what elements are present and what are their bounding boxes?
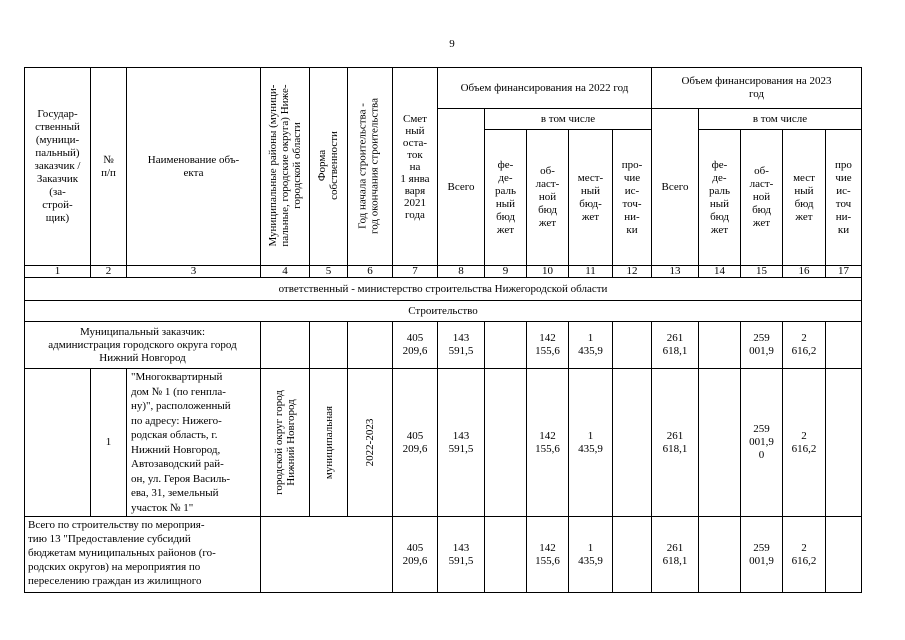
col-number: 8 — [458, 265, 464, 277]
col-number: 10 — [542, 265, 553, 277]
section-responsible: ответственный - министерство строительства Нижегородской области — [278, 282, 608, 295]
header-incl-2023: в том числе — [752, 112, 808, 125]
col-number: 1 — [54, 265, 61, 277]
header-fin-2023: Объем финансирования на 2023 год — [681, 75, 832, 100]
page-number: 9 — [449, 38, 455, 50]
header-object-name: Наименование объ- екта — [147, 153, 240, 179]
header-federal-2023: фе- де- раль ный бюд жет — [709, 158, 730, 236]
total-row-local-2022: 1 435,9 — [578, 541, 603, 567]
header-customer: Государ- ственный (муници- пальный) заказчик / Заказчик (за- строй- щик) — [34, 108, 81, 224]
customer-row-regional-2023: 259 001,9 — [749, 332, 774, 357]
customer-row-total-2022: 143 591,5 — [448, 332, 474, 357]
object-row-balance: 405 209,6 — [402, 429, 428, 455]
header-local-2022: мест- ный бюд- жет — [577, 171, 604, 223]
customer-row-balance: 405 209,6 — [402, 332, 428, 357]
header-total-2023: Всего — [661, 180, 689, 193]
header-federal-2022: фе- де- раль ный бюд жет — [495, 158, 516, 236]
customer-row-label: Муниципальный заказчик: администрация городского округа город Нижний Новгород — [48, 325, 237, 364]
object-row-local-2022: 1 435,9 — [578, 429, 603, 455]
object-row-regional-2022: 142 155,6 — [535, 429, 560, 455]
total-row-regional-2022: 142 155,6 — [535, 541, 560, 567]
header-regional-2022: об- ласт- ной бюд жет — [535, 165, 560, 229]
section-construction: Строительство — [408, 304, 478, 317]
header-fin-2022: Объем финансирования на 2022 год — [460, 81, 629, 94]
object-row-years: 2022-2023 — [363, 418, 376, 467]
col-number: 16 — [798, 265, 810, 277]
header-number: № п/п — [101, 153, 116, 179]
header-years: Год начала строительства - год окончания строительства — [356, 98, 381, 234]
total-row-total-2022: 143 591,5 — [448, 541, 474, 567]
object-row-number: 1 — [105, 436, 112, 448]
customer-row-local-2023: 2 616,2 — [791, 332, 817, 357]
object-row-local-2023: 2 616,2 — [791, 429, 817, 455]
customer-row-total-2023: 261 618,1 — [662, 332, 688, 357]
col-number: 13 — [669, 265, 681, 277]
col-number: 12 — [626, 265, 638, 277]
header-ownership: Форма собственности — [315, 131, 340, 200]
total-row-local-2023: 2 616,2 — [791, 541, 817, 567]
total-row-regional-2023: 259 001,9 — [749, 541, 774, 567]
object-row-ownership: муниципальная — [322, 405, 335, 480]
col-number: 2 — [105, 265, 112, 277]
header-local-2023: мест ный бюд жет — [793, 171, 815, 223]
col-number: 15 — [756, 265, 767, 277]
object-row-district: городской округ город Нижний Новгород — [272, 390, 297, 495]
object-row-regional-2023: 259 001,9 0 — [749, 423, 774, 461]
header-total-2022: Всего — [447, 180, 475, 193]
customer-row-local-2022: 1 435,9 — [578, 332, 603, 357]
total-row-total-2023: 261 618,1 — [662, 541, 688, 567]
object-row-name: "Многоквартирный дом № 1 (по генпла- ну)", расположенный по адресу: Нижего- родская область, г. Нижний Новгород, Автозаводский рай- он, ул. Героя Василь- ева, 31, земельный участок № 1" — [131, 371, 231, 514]
col-number: 7 — [412, 265, 418, 277]
col-number: 17 — [838, 265, 849, 277]
header-balance: Смет ный оста- ток на 1 янва варя 2021 года — [400, 112, 430, 221]
header-districts: Муниципальные районы (муници- пальные, городские округа) Ниже- городской области — [266, 84, 303, 247]
customer-row-regional-2022: 142 155,6 — [535, 332, 560, 357]
col-number: 3 — [190, 265, 197, 277]
total-row-label: Всего по строительству по мероприя- тию 13 "Предоставление субсидий бюджетам муниципальных районов (го- родских округов) на мероприятия по переселению граждан из жилищного — [28, 519, 216, 587]
col-number: 4 — [282, 265, 288, 277]
total-row-balance: 405 209,6 — [402, 541, 428, 567]
object-row-total-2023: 261 618,1 — [662, 429, 688, 455]
header-incl-2022: в том числе — [540, 112, 596, 125]
header-other-2022: про- чие ис- точ- ни- ки — [621, 158, 643, 236]
object-row-total-2022: 143 591,5 — [448, 429, 474, 455]
col-number: 11 — [585, 265, 596, 277]
header-other-2023: про чие ис- точ ни- ки — [835, 158, 852, 236]
col-number: 6 — [367, 265, 373, 277]
col-number: 5 — [325, 265, 332, 277]
col-number: 14 — [714, 265, 725, 277]
col-number: 9 — [502, 265, 509, 277]
header-regional-2023: об- ласт- ной бюд жет — [749, 165, 774, 229]
